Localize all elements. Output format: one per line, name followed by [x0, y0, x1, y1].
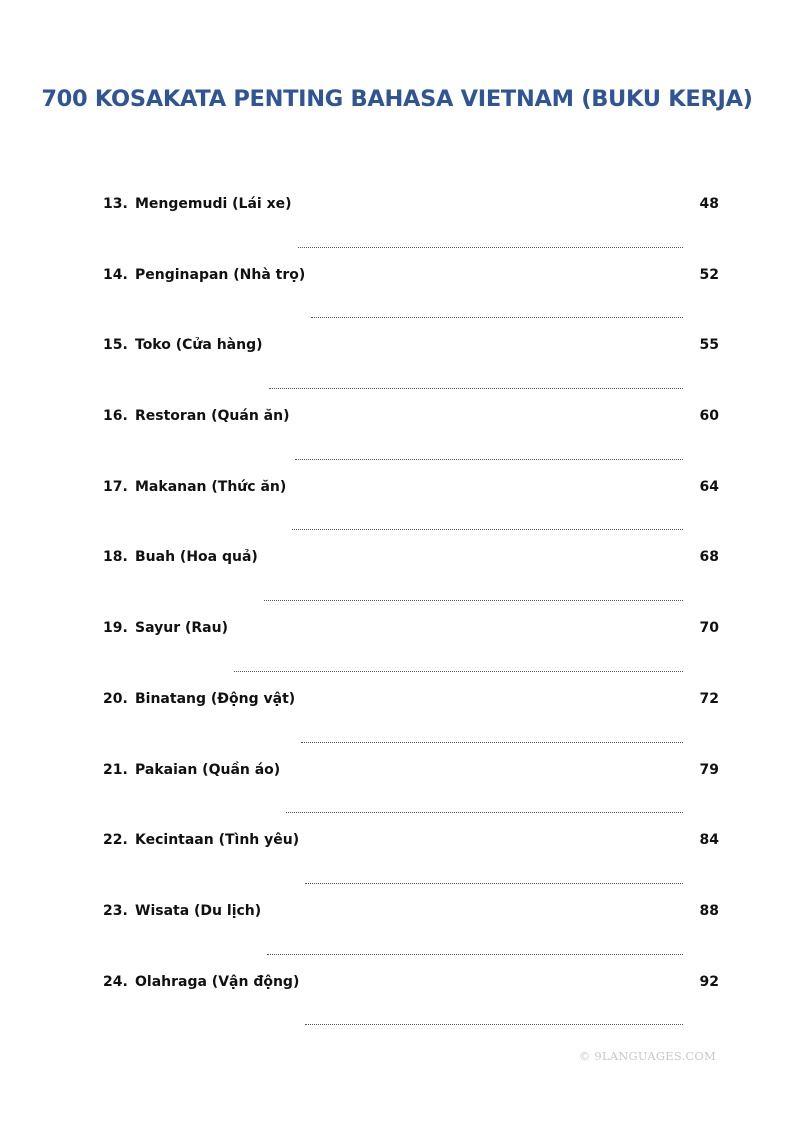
toc-entry-title: Kecintaan (Tình yêu)	[135, 832, 300, 849]
dot-leader	[264, 600, 683, 601]
toc-entry-page: 72	[699, 690, 719, 707]
toc-entry[interactable]	[103, 471, 719, 542]
toc-entry-number: 18.	[103, 549, 128, 566]
toc-entry-title: Makanan (Thức ăn)	[135, 478, 287, 495]
toc-entry-page: 55	[699, 337, 719, 354]
dot-leader	[295, 459, 683, 460]
toc-entry-page: 88	[699, 902, 719, 919]
toc-entry-page: 79	[699, 761, 719, 778]
dot-leader	[311, 317, 683, 318]
toc-entry-number: 13.	[103, 196, 128, 212]
toc-entry-number: 19.	[103, 620, 128, 637]
page-title: 700 KOSAKATA PENTING BAHASA VIETNAM (BUKU KERJA)	[41, 86, 753, 112]
dot-leader	[286, 812, 683, 813]
dot-leader	[301, 742, 683, 743]
dot-leader	[305, 1024, 683, 1025]
toc-entry[interactable]	[103, 541, 719, 612]
toc-entry-number: 14.	[103, 266, 128, 283]
dot-leader	[269, 388, 684, 389]
toc-entry-page: 52	[699, 266, 719, 283]
toc-entry-title: Toko (Cửa hàng)	[135, 337, 263, 354]
toc-entry-title: Olahraga (Vận động)	[135, 973, 300, 990]
toc-entry[interactable]	[103, 824, 719, 895]
toc-entry-number: 20.	[103, 690, 128, 707]
toc-entry-title: Mengemudi (Lái xe)	[135, 196, 292, 212]
toc-entry-title: Restoran (Quán ăn)	[135, 408, 290, 425]
toc-entry-page: 70	[699, 620, 719, 637]
table-of-contents	[103, 188, 719, 1036]
toc-entry-page: 64	[699, 478, 719, 495]
toc-entry[interactable]	[103, 754, 719, 825]
toc-entry-number: 21.	[103, 761, 128, 778]
dot-leader	[298, 247, 683, 248]
toc-entry-title: Penginapan (Nhà trọ)	[135, 266, 306, 283]
toc-entry-number: 24.	[103, 973, 128, 990]
toc-entry-page: 84	[699, 832, 719, 849]
dot-leader	[234, 671, 683, 672]
dot-leader	[292, 529, 683, 530]
toc-entry-title: Buah (Hoa quả)	[135, 549, 258, 566]
toc-entry-title: Binatang (Động vật)	[135, 690, 296, 707]
toc-entry-number: 22.	[103, 832, 128, 849]
toc-entry-number: 16.	[103, 408, 128, 425]
toc-entry-number: 17.	[103, 478, 128, 495]
toc-entry-page: 60	[699, 408, 719, 425]
copyright-watermark: © 9LANGUAGES.COM	[578, 1049, 716, 1063]
toc-entry-number: 15.	[103, 337, 128, 354]
dot-leader	[267, 954, 683, 955]
dot-leader	[305, 883, 683, 884]
toc-entry-page: 68	[699, 549, 719, 566]
toc-entry[interactable]	[103, 329, 719, 400]
toc-entry-title: Sayur (Rau)	[135, 620, 228, 637]
toc-entry[interactable]	[103, 188, 719, 259]
toc-entry[interactable]	[103, 683, 719, 754]
toc-entry-page: 48	[699, 196, 719, 212]
toc-entry[interactable]	[103, 259, 719, 330]
toc-entry[interactable]	[103, 895, 719, 966]
toc-entry-title: Pakaian (Quần áo)	[135, 761, 281, 778]
toc-entry[interactable]	[103, 612, 719, 683]
toc-entry[interactable]	[103, 400, 719, 471]
toc-entry-page: 92	[699, 973, 719, 990]
toc-entry[interactable]	[103, 966, 719, 1037]
toc-entry-title: Wisata (Du lịch)	[135, 902, 262, 919]
toc-entry-number: 23.	[103, 902, 128, 919]
